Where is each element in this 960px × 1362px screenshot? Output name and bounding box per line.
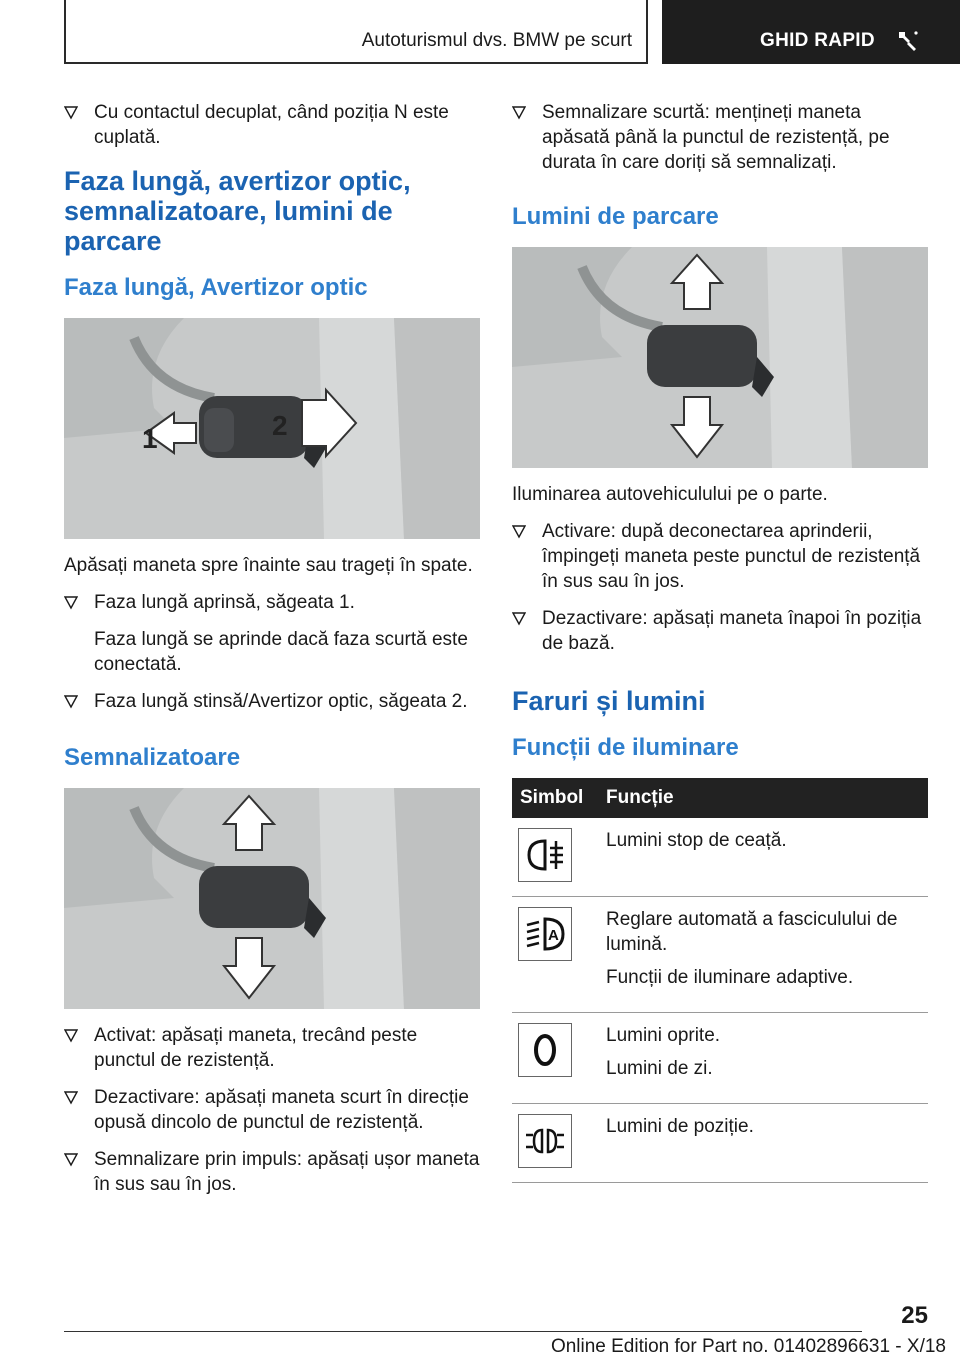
bullet-text: Cu contactul decuplat, când poziția N este cuplată. [94,102,449,148]
bullet-triangle-icon [64,1089,78,1105]
bullet-impuls [64,1147,480,1197]
row-text: Reglare automată a fasciculului de lumină. [606,909,898,955]
para-iluminarea: Iluminarea autovehiculului pe o parte. [512,484,828,505]
photo-stalk-forward-back [64,318,480,539]
arrow-label-1: 1 [142,423,158,454]
heading-main: Faza lungă, avertizor optic, semnalizatoare, lumini de parcare [64,166,411,256]
heading-lumini-parcare: Lumini de parcare [512,203,719,230]
table-row [512,897,928,1013]
sub-faza-aprinsa: Faza lungă se aprinde dacă faza scurtă este conectată. [94,629,468,675]
bullet-triangle-icon [512,104,526,120]
header-tab [662,0,960,64]
bullet-text: Activat: apăsați maneta, trecând peste punctul de rezistență. [94,1025,418,1071]
bullet-triangle-icon [512,523,526,539]
row-text: Lumini de poziție. [606,1116,754,1137]
arrow-label-2: 2 [272,410,288,441]
row-text: Lumini de zi. [606,1058,713,1079]
header-title: Autoturismul dvs. BMW pe scurt [361,30,632,51]
bullet-text: Activare: după deconectarea aprinderii, împingeți maneta peste punctul de rezistență în sus sau în jos. [542,521,921,592]
row-text: Lumini stop de ceață. [606,830,787,851]
bullet-text: Dezactivare: apăsați maneta scurt în direcție opusă dincolo de punctul de rezistență. [94,1087,469,1133]
photo-parking-stalk [512,247,928,468]
para-apasati: Apăsați maneta spre înainte sau trageți în spate. [64,555,473,576]
tools-icon [896,28,920,57]
svg-text:A: A [548,927,559,944]
lights-off-icon [518,1023,572,1077]
column-header-simbol: Simbol [512,778,598,818]
row-text: Funcții de iluminare adaptive. [606,967,854,988]
bullet-text: Semnalizare prin impuls: apăsați ușor maneta în sus sau în jos. [94,1149,480,1195]
bullet-semnalizare-scurta [512,100,928,175]
bullet-triangle-icon [64,104,78,120]
bullet-triangle-icon [64,1151,78,1167]
heading-faza-lunga: Faza lungă, Avertizor optic [64,274,368,301]
heading-faruri: Faruri și lumini [512,686,706,716]
column-header-functie: Funcție [598,778,928,818]
photo-stalk-up-down [64,788,480,1009]
table-header-row [512,778,928,818]
bullet-triangle-icon [512,610,526,626]
parking-lights-icon [518,1114,572,1168]
right-column [512,100,928,1183]
bullet-activat [64,1023,480,1073]
bullet-activare [512,519,928,594]
bullet-triangle-icon [64,693,78,709]
footer-edition: Online Edition for Part no. 01402896631 - X/18 [550,1336,946,1357]
bullet-contact-off [64,100,480,150]
row-text: Lumini oprite. [606,1025,721,1046]
table-row [512,1013,928,1104]
bullet-faza-aprinsa [64,590,480,615]
left-column [64,100,480,1209]
page-number: 25 [901,1302,928,1329]
auto-headlight-range-icon [518,907,572,961]
heading-semnalizatoare: Semnalizatoare [64,744,241,771]
bullet-text: Faza lungă aprinsă, săgeata 1. [94,592,355,613]
bullet-text: Semnalizare scurtă: mențineți maneta apăsată până la punctul de rezistență, pe durata în care doriți să semnalizați. [542,102,890,173]
header-tab-label: GHID RAPID [760,30,875,51]
bullet-triangle-icon [64,594,78,610]
bullet-text: Faza lungă stinsă/Avertizor optic, săgeata 2. [94,691,468,712]
bullet-text: Dezactivare: apăsați maneta înapoi în poziția de bază. [542,608,922,654]
heading-functii: Funcții de iluminare [512,734,739,761]
header-box [64,0,648,64]
lighting-functions-table [512,778,928,1183]
bullet-dezactivare-parcare [512,606,928,656]
bullet-triangle-icon [64,1027,78,1043]
footer-divider [64,1331,862,1332]
bullet-faza-stinsa [64,689,480,714]
table-row [512,1104,928,1183]
bullet-dezactivare [64,1085,480,1135]
rear-fog-light-icon [518,828,572,882]
table-row [512,818,928,897]
